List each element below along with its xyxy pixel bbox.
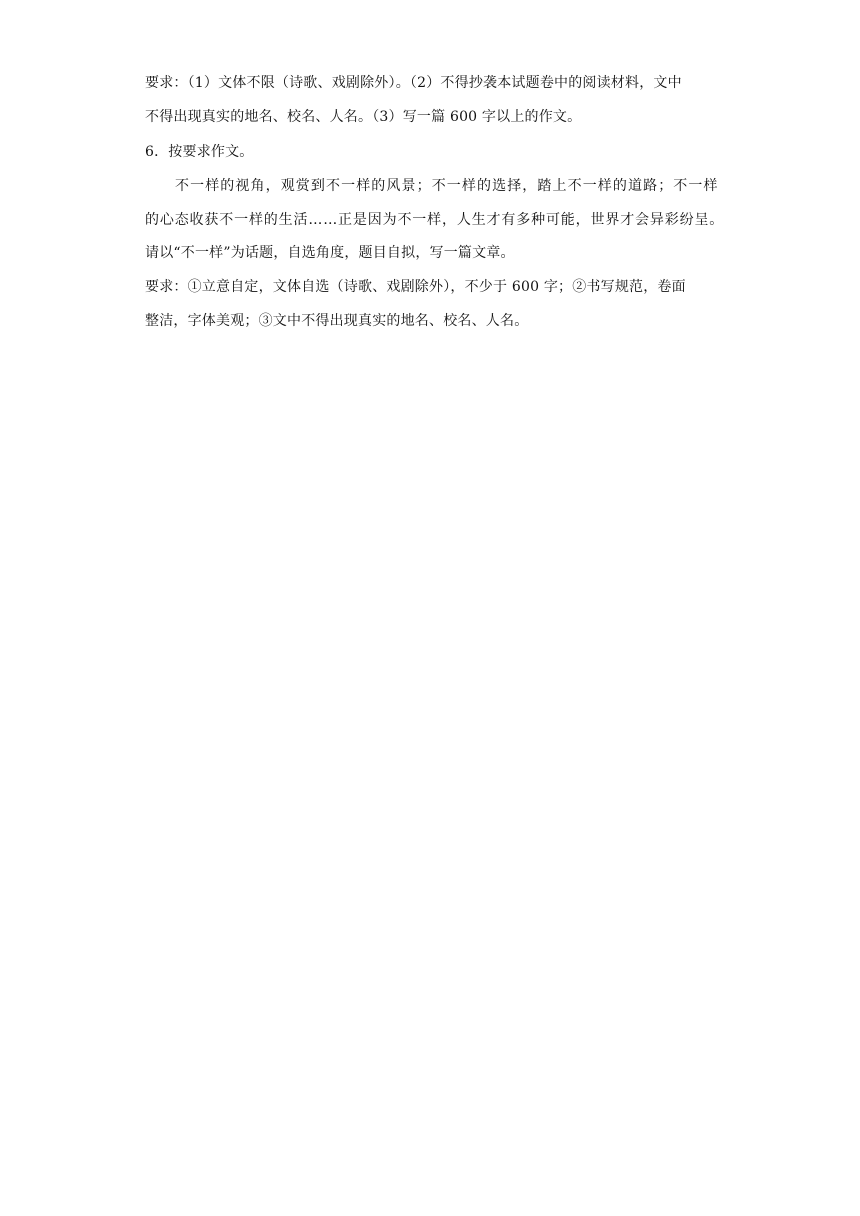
q6-requirements-line-2: 整洁，字体美观；③文中不得出现真实的地名、校名、人名。 [145,313,529,329]
q6-requirements-line-1: 要求：①立意自定，文体自选（诗歌、戏剧除外），不少于 600 字；②书写规范，卷面 [145,279,686,295]
q6-prompt-line-3: 请以“不一样”为话题，自选角度，题目自拟，写一篇文章。 [145,245,515,261]
q6-heading: 6．按要求作文。 [145,144,254,160]
q6-prompt-line-1: 不一样的视角，观赏到不一样的风景；不一样的选择，踏上不一样的道路；不一样 [175,178,719,194]
q5-requirements-line-2: 不得出现真实的地名、校名、人名。（3）写一篇 600 字以上的作文。 [145,109,582,125]
q5-requirements-line-1: 要求：（1）文体不限（诗歌、戏剧除外）。（2）不得抄袭本试题卷中的阅读材料，文中 [145,75,682,91]
q6-prompt-line-2: 的心态收获不一样的生活……正是因为不一样，人生才有多种可能，世界才会异彩纷呈。 [145,212,725,228]
